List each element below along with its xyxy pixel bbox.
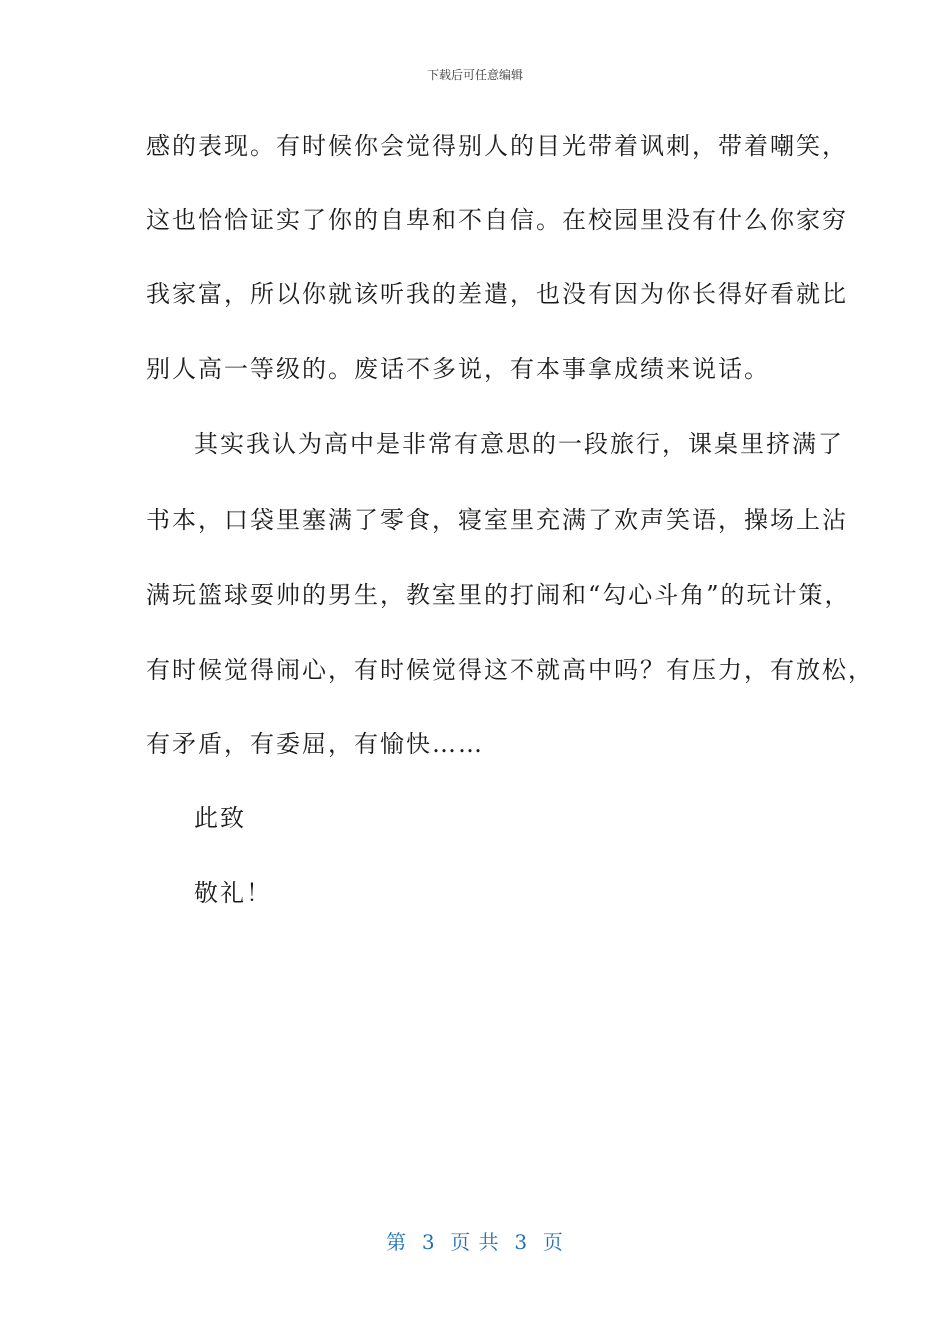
paragraph-2-line-5: 有矛盾，有委屈，有愉快…… bbox=[146, 730, 484, 758]
paragraph-2-line-3: 满玩篮球耍帅的男生，教室里的打闹和“勾心斗角”的玩计策， bbox=[146, 581, 851, 609]
paragraph-1-line-3: 我家富，所以你就该听我的差遣，也没有因为你长得好看就比 bbox=[146, 280, 848, 308]
paragraph-1-line-2: 这也恰恰证实了你的自卑和不自信。在校园里没有什么你家穷 bbox=[146, 206, 848, 234]
closing-salutation: 此致 bbox=[194, 804, 246, 832]
page-header: 下载后可任意编辑 bbox=[426, 68, 523, 82]
paragraph-1-line-1: 感的表现。有时候你会觉得别人的目光带着讽刺，带着嘲笑， bbox=[146, 132, 848, 160]
closing-regards: 敬礼！ bbox=[194, 879, 272, 907]
page-number-footer: 第 3 页 共 3 页 bbox=[386, 1230, 564, 1254]
paragraph-2-line-2: 书本，口袋里塞满了零食，寝室里充满了欢声笑语，操场上沾 bbox=[146, 506, 848, 534]
paragraph-1-line-4: 别人高一等级的。废话不多说，有本事拿成绩来说话。 bbox=[146, 355, 770, 383]
paragraph-2-line-1: 其实我认为高中是非常有意思的一段旅行，课桌里挤满了 bbox=[194, 430, 844, 458]
paragraph-2-line-4: 有时候觉得闹心，有时候觉得这不就高中吗？有压力，有放松， bbox=[146, 656, 874, 684]
